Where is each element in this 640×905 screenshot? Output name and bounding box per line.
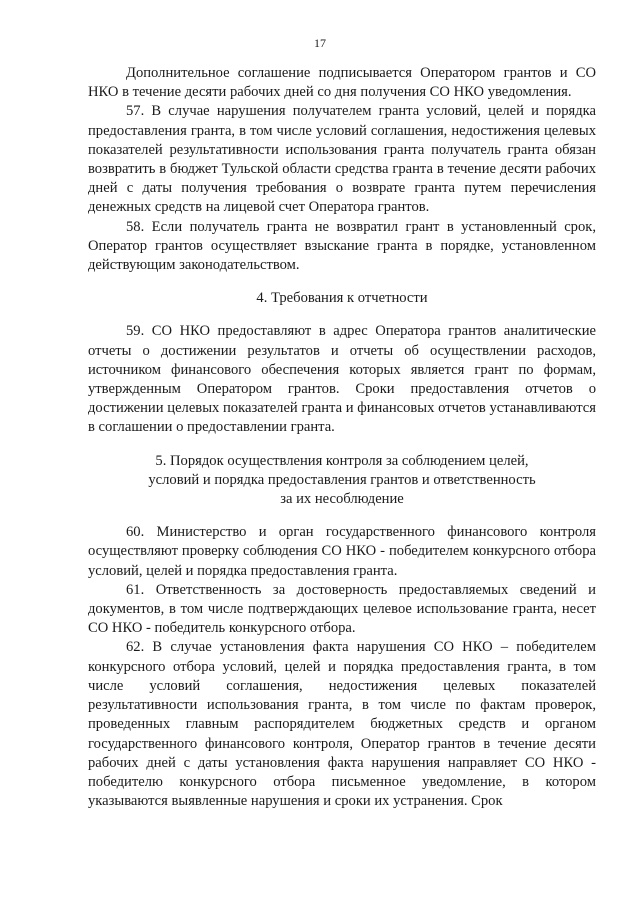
section-5-heading-line: 5. Порядок осуществления контроля за соблюдением целей, [155,452,529,469]
paragraph-59: 59. СО НКО предоставляют в адрес Оператора грантов аналитические отчеты о достижении результатов и отчеты об осуществлении расходов, источником финансового обеспечения которых является грант по формам, утвержденным Оператором грантов. Сроки предоставления отчетов о достижении целевых показателей гранта и финансовых отчетов устанавливаются в соглашении о предоставлении гранта. [88,323,596,436]
page-number: 17 [314,36,326,50]
paragraph-58: 58. Если получатель гранта не возвратил грант в установленный срок, Оператор грантов осуществляет взыскание гранта в порядке, установленном действующим законодательством. [88,218,596,274]
paragraph-57: 57. В случае нарушения получателем гранта условий, целей и порядка предоставления гранта, в том числе условий соглашения, недостижения целевых показателей результативности использования гранта получатель гранта обязан возвратить в бюджет Тульской области средства гранта в течение десяти рабочих дней с даты получения требования о возврате гранта путем перечисления денежных средств на лицевой счет Оператора грантов. [88,103,596,216]
section-5-heading-line: за их несоблюдение [280,491,404,508]
paragraph-62: 62. В случае установления факта нарушения СО НКО – победителем конкурсного отбора условий, целей и порядка предоставления гранта, в том числе условий соглашения, недостижения целевых показателей результативности использования гранта, в том числе по фактам проверок, проведенных главным распорядителем бюджетных средств и органом государственного финансового контроля, Оператор грантов в течение десяти рабочих дней с даты установления факта нарушения направляет СО НКО - победителю конкурсного отбора письменное уведомление, в котором указываются выявленные нарушения и сроки их устранения. Срок [88,639,596,810]
section-5-heading [88,452,596,510]
paragraph-61: 61. Ответственность за достоверность предоставляемых сведений и документов, в том числе подтверждающих целевое использование гранта, несет СО НКО - победитель конкурсного отбора. [88,581,596,637]
section-4-heading: 4. Требования к отчетности [256,290,428,307]
paragraph-60: 60. Министерство и орган государственного финансового контроля осуществляют проверку соблюдения СО НКО - победителем конкурсного отбора условий, целей и порядка предоставления гранта. [88,524,596,579]
section-5-heading-line: условий и порядка предоставления грантов и ответственность [148,471,536,488]
paragraph: Дополнительное соглашение подписывается Оператором грантов и СО НКО в течение десяти рабочих дней со дня получения СО НКО уведомления. [88,65,596,101]
document-body [88,64,596,811]
